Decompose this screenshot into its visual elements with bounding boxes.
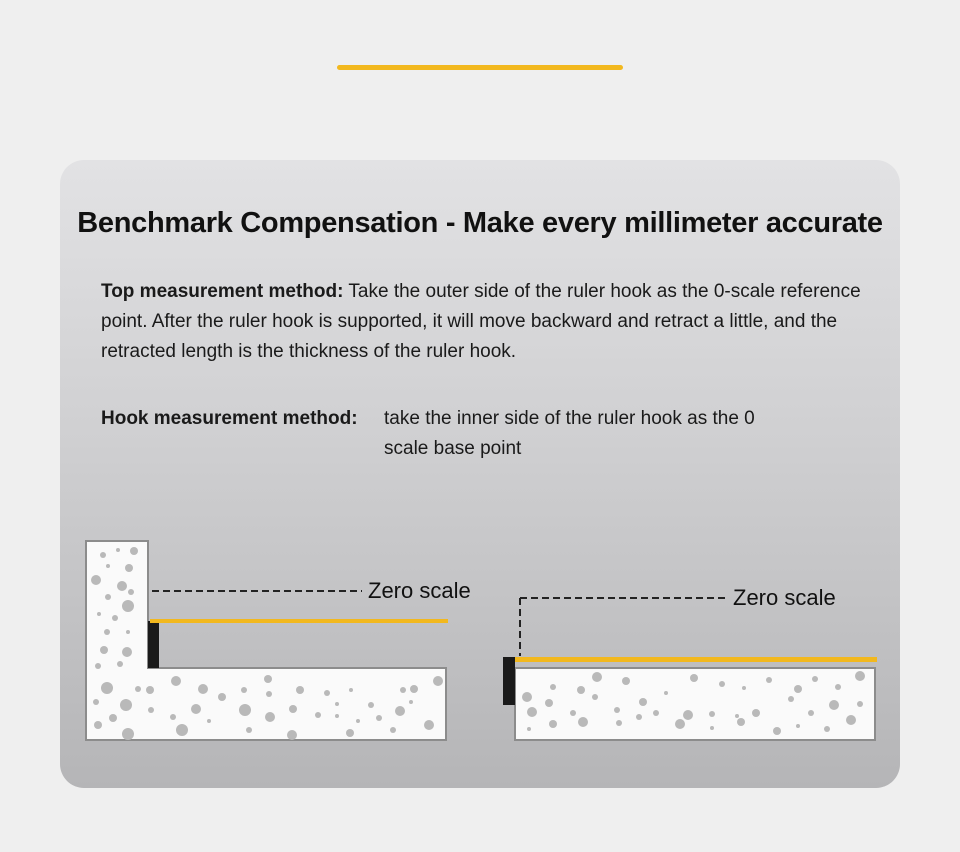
aggregate-dot — [829, 700, 839, 710]
aggregate-dot — [690, 674, 698, 682]
aggregate-dot — [549, 720, 557, 728]
aggregate-dot — [324, 690, 330, 696]
aggregate-dot — [796, 724, 800, 728]
aggregate-dot — [522, 692, 532, 702]
zero-scale-label-left: Zero scale — [368, 578, 471, 603]
aggregate-dot — [239, 704, 251, 716]
aggregate-dot — [636, 714, 642, 720]
hook-measurement-diagram — [503, 598, 877, 740]
aggregate-dot — [176, 724, 188, 736]
aggregate-dot — [742, 686, 746, 690]
aggregate-dot — [794, 685, 802, 693]
aggregate-dot — [592, 672, 602, 682]
aggregate-dot — [266, 691, 272, 697]
aggregate-dot — [550, 684, 556, 690]
aggregate-dot — [122, 600, 134, 612]
aggregate-dot — [424, 720, 434, 730]
aggregate-dot — [198, 684, 208, 694]
aggregate-dot — [545, 699, 553, 707]
aggregate-dot — [97, 612, 101, 616]
aggregate-dot — [109, 714, 117, 722]
aggregate-dot — [130, 547, 138, 555]
aggregate-dot — [846, 715, 856, 725]
aggregate-dot — [296, 686, 304, 694]
aggregate-dot — [100, 552, 106, 558]
aggregate-dot — [737, 718, 745, 726]
top-method-text: Take the outer side of the ruler hook as the 0-scale reference point. After the ruler hook is supported, it will move backward and retract a little, and the retracted length is the thickness of the ruler hook. — [101, 281, 861, 362]
top-measurement-diagram — [86, 541, 448, 740]
aggregate-dot — [773, 727, 781, 735]
aggregate-dot — [191, 704, 201, 714]
aggregate-dot — [356, 719, 360, 723]
aggregate-dot — [400, 687, 406, 693]
top-method-label: Top measurement method: — [101, 281, 344, 302]
aggregate-dot — [289, 705, 297, 713]
aggregate-dot — [788, 696, 794, 702]
aggregate-dot — [808, 710, 814, 716]
aggregate-dot — [395, 706, 405, 716]
aggregate-dot — [335, 702, 339, 706]
aggregate-dot — [857, 701, 863, 707]
aggregate-dot — [577, 686, 585, 694]
aggregate-dot — [122, 728, 134, 740]
aggregate-dot — [683, 710, 693, 720]
hook-method-label: Hook measurement method: — [101, 408, 358, 429]
aggregate-dot — [112, 615, 118, 621]
aggregate-dot — [94, 721, 102, 729]
aggregate-dot — [664, 691, 668, 695]
tape-blade — [150, 619, 448, 623]
aggregate-dot — [766, 677, 772, 683]
aggregate-dot — [622, 677, 630, 685]
aggregate-dot — [824, 726, 830, 732]
aggregate-dot — [614, 707, 620, 713]
ruler-hook — [148, 621, 159, 668]
aggregate-dot — [578, 717, 588, 727]
aggregate-dot — [855, 671, 865, 681]
aggregate-dot — [433, 676, 443, 686]
aggregate-dot — [171, 676, 181, 686]
aggregate-dot — [315, 712, 321, 718]
aggregate-dot — [104, 629, 110, 635]
aggregate-dot — [106, 564, 110, 568]
aggregate-dot — [376, 715, 382, 721]
aggregate-dot — [265, 712, 275, 722]
aggregate-dot — [122, 647, 132, 657]
page-title: Benchmark Compensation - Make every millimeter accurate — [77, 207, 883, 239]
aggregate-dot — [390, 727, 396, 733]
aggregate-dot — [653, 710, 659, 716]
aggregate-dot — [639, 698, 647, 706]
hook-method-text: take the inner side of the ruler hook as the 0 scale base point — [384, 408, 755, 459]
aggregate-dot — [410, 685, 418, 693]
aggregate-dot — [675, 719, 685, 729]
aggregate-dot — [146, 686, 154, 694]
aggregate-dot — [125, 564, 133, 572]
aggregate-dot — [241, 687, 247, 693]
aggregate-dot — [368, 702, 374, 708]
aggregate-dot — [710, 726, 714, 730]
ruler-hook — [503, 657, 515, 705]
aggregate-dot — [287, 730, 297, 740]
aggregate-dot — [592, 694, 598, 700]
aggregate-dot — [264, 675, 272, 683]
aggregate-dot — [93, 699, 99, 705]
aggregate-dot — [135, 686, 141, 692]
aggregate-dot — [117, 661, 123, 667]
aggregate-dot — [346, 729, 354, 737]
aggregate-dot — [527, 727, 531, 731]
aggregate-dot — [117, 581, 127, 591]
aggregate-dot — [409, 700, 413, 704]
aggregate-dot — [527, 707, 537, 717]
aggregate-dot — [95, 663, 101, 669]
aggregate-dot — [170, 714, 176, 720]
aggregate-dot — [719, 681, 725, 687]
aggregate-dot — [570, 710, 576, 716]
aggregate-dot — [349, 688, 353, 692]
aggregate-dot — [128, 589, 134, 595]
aggregate-dot — [148, 707, 154, 713]
aggregate-dot — [735, 714, 739, 718]
aggregate-dot — [91, 575, 101, 585]
zero-scale-label-right: Zero scale — [733, 585, 836, 610]
aggregate-dot — [207, 719, 211, 723]
aggregate-dot — [835, 684, 841, 690]
aggregate-dot — [100, 646, 108, 654]
aggregate-dot — [335, 714, 339, 718]
aggregate-dot — [709, 711, 715, 717]
tape-blade — [515, 657, 877, 662]
aggregate-dot — [752, 709, 760, 717]
aggregate-dot — [116, 548, 120, 552]
aggregate-dot — [246, 727, 252, 733]
aggregate-dot — [105, 594, 111, 600]
concrete-block-l-shape — [86, 541, 446, 740]
aggregate-dot — [218, 693, 226, 701]
aggregate-dot — [812, 676, 818, 682]
aggregate-dot — [126, 630, 130, 634]
aggregate-dot — [616, 720, 622, 726]
aggregate-dot — [101, 682, 113, 694]
aggregate-dot — [120, 699, 132, 711]
